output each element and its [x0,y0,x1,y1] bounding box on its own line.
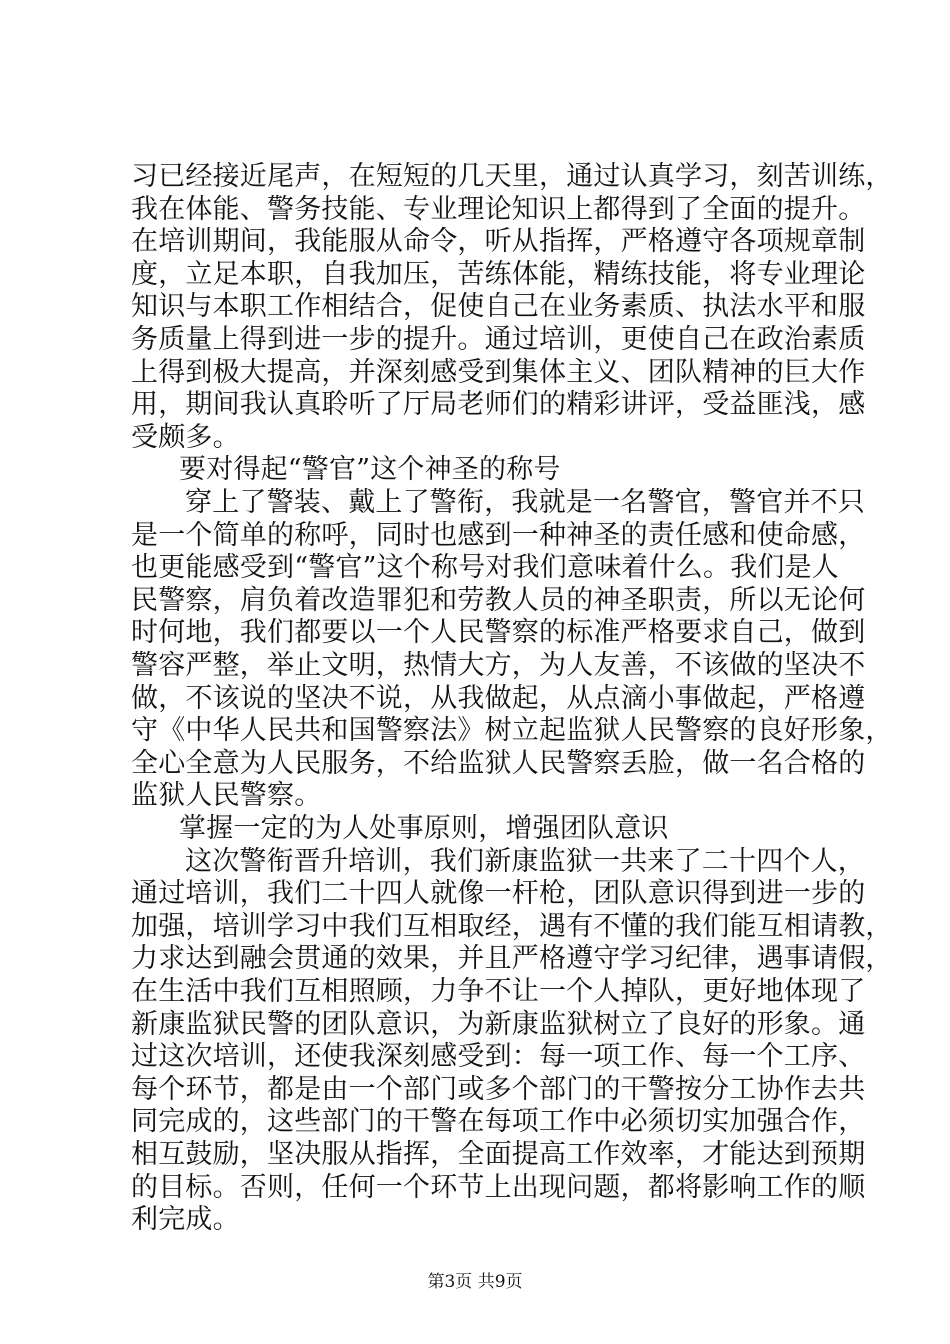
text-line: 在生活中我们互相照顾，力争不让一个人掉队，更好地体现了 [131,976,866,1007]
text-line: 加强，培训学习中我们互相取经，遇有不懂的我们能互相请教， [131,911,893,942]
text-line: 也更能感受到“警官”这个称号对我们意味着什么。我们是人 [131,552,840,583]
text-line: 守《中华人民共和国警察法》树立起监狱人民警察的良好形象， [131,715,893,746]
text-line: 习已经接近尾声，在短短的几天里，通过认真学习，刻苦训练， [131,161,893,192]
text-line: 是一个简单的称呼，同时也感到一种神圣的责任感和使命感， [131,520,866,551]
text-line: 时何地，我们都要以一个人民警察的标准严格要求自己，做到 [131,617,866,648]
text-line: 相互鼓励，坚决服从指挥，全面提高工作效率，才能达到预期 [131,1139,866,1170]
text-line: 做，不该说的坚决不说，从我做起，从点滴小事做起，严格遵 [131,683,866,714]
text-line: 在培训期间，我能服从命令，听从指挥，严格遵守各项规章制 [131,226,866,257]
text-line: 同完成的，这些部门的干警在每项工作中必须切实加强合作， [131,1106,866,1137]
text-line: 新康监狱民警的团队意识，为新康监狱树立了良好的形象。通 [131,1009,866,1040]
text-line: 这次警衔晋升培训，我们新康监狱一共来了二十四个人， [185,846,865,877]
text-line: 的目标。否则，任何一个环节上出现问题，都将影响工作的顺 [131,1172,866,1203]
text-line: 穿上了警装、戴上了警衔，我就是一名警官，警官并不只 [185,487,865,518]
text-line: 知识与本职工作相结合，促使自己在业务素质、执法水平和服 [131,291,866,322]
text-line: 通过培训，我们二十四人就像一杆枪，团队意识得到进一步的 [131,878,866,909]
text-line: 力求达到融会贯通的效果，并且严格遵守学习纪律，遇事请假， [131,943,893,974]
text-line: 用，期间我认真聆听了厅局老师们的精彩讲评，受益匪浅，感 [131,389,866,420]
section-heading: 要对得起“警官”这个神圣的称号 [179,454,561,485]
text-line: 全心全意为人民服务，不给监狱人民警察丢脸，做一名合格的 [131,748,866,779]
text-line: 警容严整，举止文明，热情大方，为人友善，不该做的坚决不 [131,650,866,681]
text-line: 务质量上得到进一步的提升。通过培训，更使自己在政治素质 [131,324,866,355]
text-line: 受颇多。 [131,422,240,453]
text-line: 过这次培训，还使我深刻感受到：每一项工作、每一个工序、 [131,1041,866,1072]
page-number: 第3页 共9页 [427,1272,523,1292]
text-line: 每个环节，都是由一个部门或多个部门的干警按分工协作去共 [131,1074,866,1105]
section-heading: 掌握一定的为人处事原则，增强团队意识 [179,813,669,844]
text-line: 上得到极大提高，并深刻感受到集体主义、团队精神的巨大作 [131,357,866,388]
text-line: 利完成。 [131,1204,240,1235]
text-line: 我在体能、警务技能、专业理论知识上都得到了全面的提升。 [131,194,866,225]
text-line: 民警察，肩负着改造罪犯和劳教人员的神圣职责，所以无论何 [131,585,866,616]
text-line: 度，立足本职，自我加压，苦练体能，精练技能，将专业理论 [131,259,866,290]
text-line: 监狱人民警察。 [131,780,322,811]
